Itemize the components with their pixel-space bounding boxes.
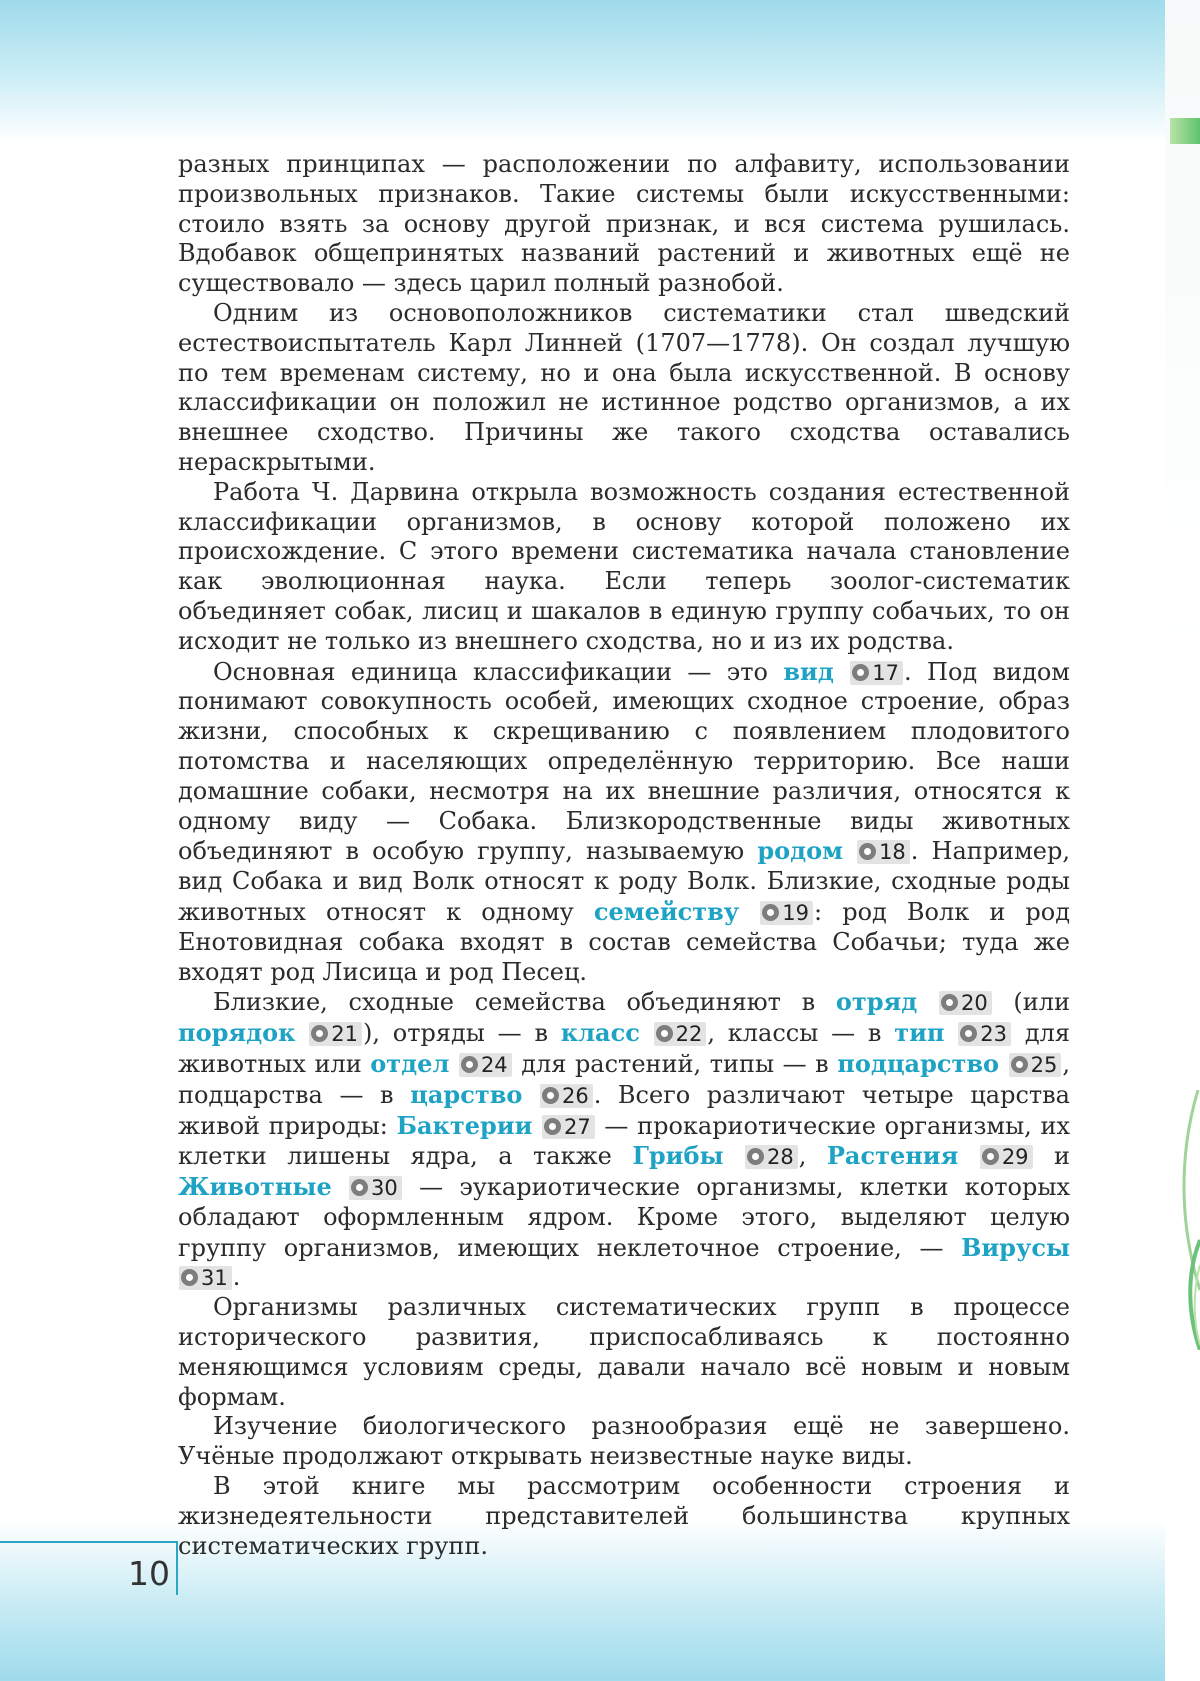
paragraph [178, 987, 1070, 1293]
page-number-divider [176, 1541, 178, 1595]
key-term: вид [783, 656, 834, 686]
ref-number: 27 [564, 1114, 591, 1139]
ref-number: 22 [675, 1022, 703, 1047]
disc-icon [544, 1118, 561, 1135]
text-run: В этой книге мы рассмотрим особенности строения и жизнедеятельности представителей большинства крупных систематических групп. [178, 1472, 1070, 1560]
resource-ref-badge[interactable] [939, 991, 992, 1015]
disc-icon [656, 1025, 673, 1042]
resource-ref-badge[interactable] [349, 1176, 402, 1200]
text-run: . Например, вид Собака и вид Волк относят к роду Волк. Близкие, сходные роды животных относят к одному [178, 837, 1070, 926]
text-run: — прокариотические организмы, их клетки лишены ядра, а также [178, 1111, 1070, 1171]
text-run: и [1033, 1142, 1071, 1171]
page-number-rule [0, 1541, 178, 1543]
text-run: для растений, типы — в [512, 1049, 838, 1078]
key-term: порядок [178, 1018, 296, 1048]
ref-number: 19 [782, 900, 810, 925]
disc-icon [461, 1056, 478, 1073]
text-run: : род Волк и род Енотовидная собака входят в состав семейства Собачьи; туда же входят род Лисица и род Песец. [178, 897, 1071, 986]
text-run: , классы — в [707, 1019, 895, 1048]
resource-ref-badge[interactable] [958, 1022, 1011, 1046]
ref-number: 24 [480, 1052, 508, 1077]
paragraph [178, 1412, 1070, 1472]
key-term: класс [560, 1018, 640, 1048]
disc-icon [859, 843, 876, 860]
text-run: . Всего различают четыре царства живой природы: [178, 1080, 1070, 1140]
disc-icon [982, 1148, 999, 1165]
text-run: (или [992, 988, 1070, 1017]
ref-number: 21 [331, 1022, 358, 1047]
disc-icon [1011, 1056, 1028, 1073]
text-run: . [232, 1263, 241, 1292]
text-run: разных принципах — расположении по алфавиту, использовании произвольных признаков. Такие системы были искусственными: стоило взять за основу другой признак, и вся система рушилась. Вдобавок общепринятых названий растений и животных ещё не существовало — здесь царил полный разнобой. [178, 150, 1070, 298]
paragraph [178, 1472, 1070, 1561]
resource-ref-badge[interactable] [857, 840, 910, 864]
leaf-decoration-icon [1150, 1090, 1200, 1350]
ref-number: 26 [561, 1083, 589, 1108]
disc-icon [960, 1025, 977, 1042]
disc-icon [852, 664, 869, 681]
ref-number: 29 [1001, 1145, 1029, 1170]
key-term: Растения [826, 1141, 959, 1171]
resource-ref-badge[interactable] [542, 1115, 595, 1139]
key-term: семейству [593, 896, 740, 926]
ref-number: 25 [1030, 1052, 1058, 1077]
resource-ref-badge[interactable] [179, 1266, 232, 1290]
resource-ref-badge[interactable] [760, 901, 813, 925]
ref-number: 20 [960, 991, 988, 1016]
disc-icon [542, 1087, 559, 1104]
paragraph [178, 657, 1070, 988]
resource-ref-badge[interactable] [540, 1084, 593, 1108]
ref-number: 31 [201, 1266, 228, 1291]
body-text [178, 150, 1070, 1561]
disc-icon [762, 904, 779, 921]
disc-icon [351, 1179, 368, 1196]
key-term: подцарство [837, 1048, 1000, 1078]
ref-number: 30 [371, 1176, 398, 1201]
ref-number: 23 [980, 1022, 1008, 1047]
text-run: , подцарства — в [178, 1049, 1070, 1109]
key-term: царство [410, 1079, 523, 1109]
page-edge [1165, 0, 1200, 1681]
text-run: Организмы различных систематических групп в процессе исторического развития, приспосабливаясь к постоянно меняющимся условиям среды, давали начало всё новым и новым формам. [178, 1293, 1070, 1411]
text-run: Основная единица классификации — это [213, 657, 784, 686]
resource-ref-badge[interactable] [459, 1053, 512, 1077]
key-term: родом [757, 836, 843, 866]
resource-ref-badge[interactable] [309, 1022, 362, 1046]
ref-number: 18 [879, 840, 906, 865]
header-band [0, 0, 1165, 142]
resource-ref-badge[interactable] [1009, 1053, 1062, 1077]
key-term: Бактерии [396, 1110, 533, 1140]
paragraph [178, 478, 1070, 657]
key-term: Грибы [632, 1141, 724, 1171]
disc-icon [747, 1148, 764, 1165]
section-tab [1170, 118, 1200, 144]
paragraph [178, 150, 1070, 299]
paragraph [178, 299, 1070, 478]
text-run: . Под видом понимают совокупность особей, имеющих сходное строение, образ жизни, способных к скрещиванию с появлением плодовитого потомства и населяющих определённую территорию. Все наши домашние собаки, несмотря на их внешние различия, относятся к одному виду — Собака. Близкородственные виды животных объединяют в особую группу, называемую [178, 657, 1070, 866]
paragraph [178, 1293, 1070, 1412]
resource-ref-badge[interactable] [980, 1145, 1033, 1169]
resource-ref-badge[interactable] [850, 661, 903, 685]
key-term: Животные [178, 1172, 332, 1202]
text-run: для животных или [178, 1019, 1070, 1078]
resource-ref-badge[interactable] [745, 1145, 798, 1169]
key-term: тип [894, 1018, 945, 1048]
text-run: ), отряды — в [362, 1019, 561, 1048]
page-number: 10 [128, 1554, 170, 1593]
key-term: Вирусы [961, 1232, 1070, 1262]
disc-icon [311, 1025, 328, 1042]
ref-number: 28 [767, 1145, 794, 1170]
text-run: Близкие, сходные семейства объединяют в [213, 988, 836, 1017]
text-run: Работа Ч. Дарвина открыла возможность создания естественной классификации организмов, в основу которой положено их происхождение. С этого времени систематика начала становление как эволюционная наука. Если теперь зоолог-систематик объединяет собак, лисиц и шакалов в единую группу собачьих, то он исходит не только из внешнего сходства, но и из их родства. [178, 477, 1070, 655]
key-term: отдел [370, 1048, 450, 1078]
ref-number: 17 [872, 660, 899, 685]
text-run: Изучение биологического разнообразия ещё не завершено. Учёные продолжают открывать неизвестные науке виды. [178, 1412, 1070, 1471]
text-run: — эукариотические организмы, клетки которых обладают оформленным ядром. Кроме этого, выделяют целую группу организмов, имеющих неклеточное строение, — [178, 1173, 1070, 1262]
text-run: , [798, 1142, 827, 1171]
text-run: Одним из основоположников систематики стал шведский естествоиспытатель Карл Линней (1707—1778). Он создал лучшую по тем временам систему, но и она была искусственной. В основу классификации он положил не истинное родство организмов, а их внешнее сходство. Причины же такого сходства оставались нераскрытыми. [178, 298, 1070, 476]
disc-icon [941, 994, 958, 1011]
key-term: отряд [835, 987, 918, 1017]
disc-icon [181, 1269, 198, 1286]
resource-ref-badge[interactable] [654, 1022, 707, 1046]
